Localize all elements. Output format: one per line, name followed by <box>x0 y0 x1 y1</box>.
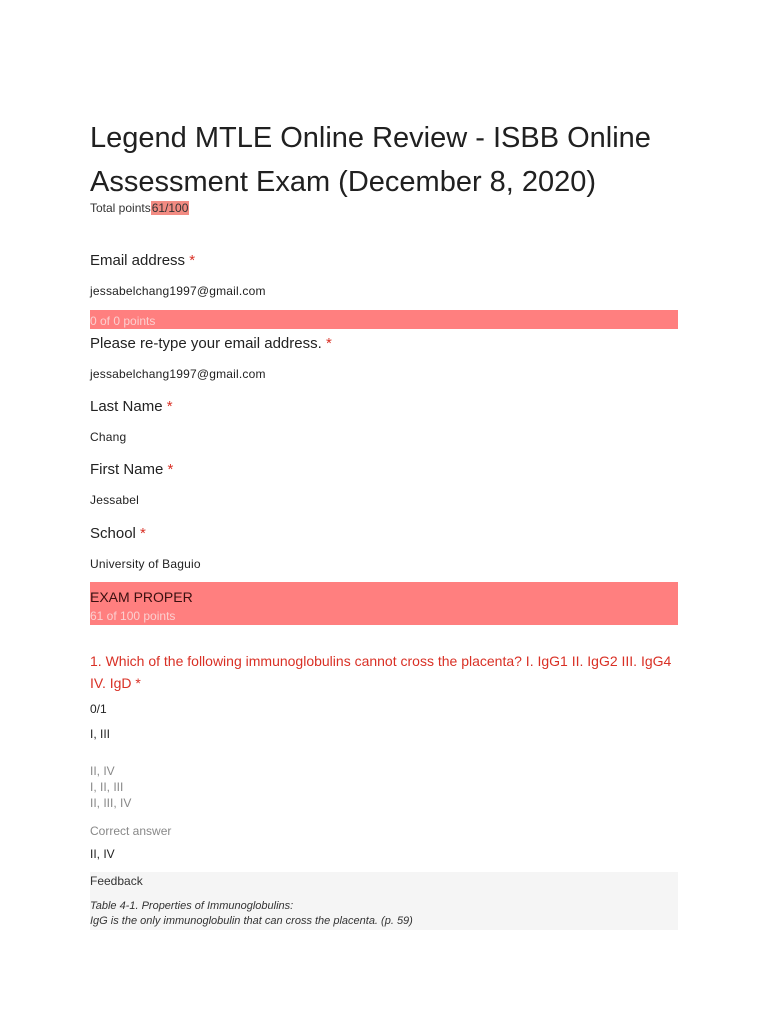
field-label-last-name <box>90 398 173 415</box>
feedback-line: Table 4-1. Properties of Immunoglobulins: <box>90 900 294 912</box>
option-item: II, IV <box>90 764 115 778</box>
field-value-last-name: Chang <box>90 430 127 444</box>
field-label-text: Last Name <box>90 398 163 415</box>
option-item: II, III, IV <box>90 796 132 810</box>
option-item: I, II, III <box>90 780 124 794</box>
required-marker: * <box>166 398 173 415</box>
feedback-label: Feedback <box>90 874 143 888</box>
feedback-text <box>90 899 413 929</box>
option-list <box>90 763 131 811</box>
total-points-score: 61/100 <box>151 201 189 215</box>
section-points: 61 of 100 points <box>90 609 176 623</box>
points-text: 0 of 0 points <box>90 314 156 328</box>
section-title: EXAM PROPER <box>90 589 193 605</box>
correct-answer-value: II, IV <box>90 847 115 861</box>
section-header <box>90 582 678 625</box>
field-label-text: Please re-type your email address. <box>90 335 322 352</box>
required-marker: * <box>135 675 141 691</box>
question-1-text <box>90 650 680 694</box>
page-title: Legend MTLE Online Review - ISBB Online Assessment Exam (December 8, 2020) <box>90 122 651 198</box>
field-value-retype-email: jessabelchang1997@gmail.com <box>90 367 266 381</box>
required-marker: * <box>325 335 332 352</box>
correct-answer-label: Correct answer <box>90 824 172 838</box>
field-label-retype-email <box>90 335 332 352</box>
field-value-email: jessabelchang1997@gmail.com <box>90 284 266 298</box>
selected-answer: I, III <box>90 727 111 741</box>
field-label-school <box>90 525 146 542</box>
required-marker: * <box>140 525 146 542</box>
total-points <box>90 200 189 216</box>
field-label-text: First Name <box>90 461 164 478</box>
required-marker: * <box>189 252 196 269</box>
field-label-text: School <box>90 525 136 542</box>
question-score: 0/1 <box>90 702 107 716</box>
field-value-first-name: Jessabel <box>90 493 139 507</box>
required-marker: * <box>167 461 174 478</box>
field-label-email <box>90 252 195 269</box>
feedback-box <box>90 872 678 930</box>
field-label-text: Email address <box>90 252 186 269</box>
question-text: 1. Which of the following immunoglobulins cannot cross the placenta? I. IgG1 II. IgG2 III. IgG4 IV. IgD <box>90 653 672 691</box>
points-band <box>90 310 678 329</box>
total-points-label: Total points <box>90 201 151 215</box>
field-value-school: University of Baguio <box>90 557 201 571</box>
field-label-first-name <box>90 461 173 478</box>
feedback-line: IgG is the only immunoglobulin that can cross the placenta. (p. 59) <box>90 915 413 927</box>
